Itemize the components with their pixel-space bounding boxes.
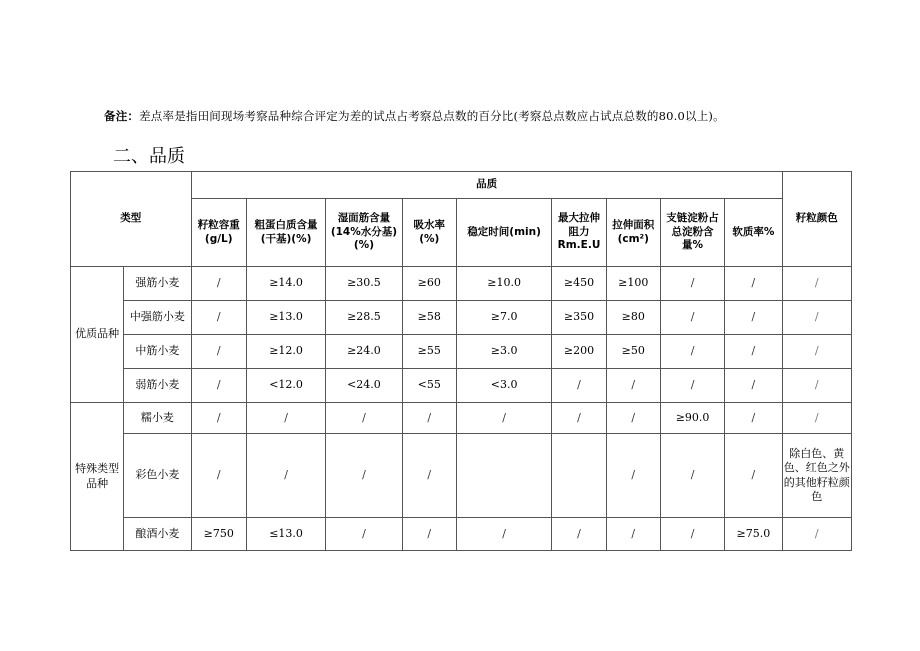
- header-row-1: [71, 172, 852, 199]
- table-cell: ≥28.5: [326, 301, 402, 335]
- table-cell: /: [191, 301, 246, 335]
- col-header: 支链淀粉占总淀粉含量%: [660, 199, 724, 267]
- table-cell: ≥200: [552, 335, 606, 369]
- table-cell: /: [660, 518, 724, 551]
- table-cell: <12.0: [246, 369, 325, 403]
- col-header: 吸水率(%): [402, 199, 456, 267]
- col-header: 籽粒容重(g/L): [191, 199, 246, 267]
- row-name: 弱筋小麦: [124, 369, 191, 403]
- table-cell: /: [552, 403, 606, 434]
- table-cell: /: [782, 267, 851, 301]
- table-cell: ≥58: [402, 301, 456, 335]
- table-cell: /: [660, 335, 724, 369]
- quality-header: 品质: [191, 172, 782, 199]
- table-cell: /: [660, 267, 724, 301]
- table-cell: [552, 434, 606, 518]
- row-name: 酿酒小麦: [124, 518, 191, 551]
- table-cell: /: [660, 434, 724, 518]
- table-cell: <55: [402, 369, 456, 403]
- footnote-text: 差点率是指田间现场考察品种综合评定为差的试点占考察总点数的百分比(考察总点数应占试点总数的80.0以上)。: [139, 109, 725, 123]
- table-cell: /: [246, 434, 325, 518]
- table-cell: /: [782, 403, 851, 434]
- type-header: 类型: [71, 172, 192, 267]
- table-cell: ≥90.0: [660, 403, 724, 434]
- table-cell: /: [606, 518, 660, 551]
- table-row: [71, 403, 852, 434]
- table-cell: /: [326, 518, 402, 551]
- table-cell: ≥30.5: [326, 267, 402, 301]
- row-name: 彩色小麦: [124, 434, 191, 518]
- table-cell: /: [552, 369, 606, 403]
- table-cell: /: [660, 369, 724, 403]
- table-cell: /: [606, 434, 660, 518]
- table-cell: /: [725, 267, 782, 301]
- footnote-label: 备注：: [104, 109, 140, 123]
- table-cell: /: [782, 335, 851, 369]
- table-cell: [456, 434, 551, 518]
- table-cell: ≥450: [552, 267, 606, 301]
- table-cell: /: [606, 369, 660, 403]
- table-cell: ≥24.0: [326, 335, 402, 369]
- table-row: [71, 369, 852, 403]
- table-cell: /: [402, 434, 456, 518]
- table-cell: /: [191, 403, 246, 434]
- group-label: 特殊类型品种: [71, 403, 124, 551]
- table-row: [71, 267, 852, 301]
- col-header: 最大拉伸阻力Rm.E.U: [552, 199, 606, 267]
- col-header: 拉伸面积(cm²): [606, 199, 660, 267]
- table-cell: ≥100: [606, 267, 660, 301]
- col-header: 软质率%: [725, 199, 782, 267]
- footnote: [104, 108, 725, 124]
- table-row: [71, 301, 852, 335]
- quality-table: [70, 171, 852, 551]
- table-cell: /: [725, 434, 782, 518]
- table-cell: /: [402, 403, 456, 434]
- table-cell: ≥3.0: [456, 335, 551, 369]
- table-cell: ≥12.0: [246, 335, 325, 369]
- row-name: 糯小麦: [124, 403, 191, 434]
- table-cell: ≥50: [606, 335, 660, 369]
- table-cell: /: [191, 335, 246, 369]
- table-cell: /: [782, 301, 851, 335]
- table-cell: ≤13.0: [246, 518, 325, 551]
- row-name: 中强筋小麦: [124, 301, 191, 335]
- table-cell: 除白色、黄色、红色之外的其他籽粒颜色: [782, 434, 851, 518]
- table-row: [71, 434, 852, 518]
- table-cell: ≥14.0: [246, 267, 325, 301]
- table-cell: <3.0: [456, 369, 551, 403]
- table-cell: ≥60: [402, 267, 456, 301]
- table-cell: /: [456, 403, 551, 434]
- table-cell: /: [782, 518, 851, 551]
- section-title: 二、品质: [113, 146, 185, 167]
- table-cell: /: [191, 434, 246, 518]
- table-cell: /: [552, 518, 606, 551]
- table-cell: ≥55: [402, 335, 456, 369]
- table-cell: /: [660, 301, 724, 335]
- table-cell: /: [725, 335, 782, 369]
- table-cell: /: [326, 434, 402, 518]
- table-cell: ≥80: [606, 301, 660, 335]
- table-cell: /: [725, 369, 782, 403]
- table-cell: ≥350: [552, 301, 606, 335]
- table-cell: /: [191, 267, 246, 301]
- table-cell: /: [402, 518, 456, 551]
- row-name: 中筋小麦: [124, 335, 191, 369]
- table-row: [71, 335, 852, 369]
- table-row: [71, 518, 852, 551]
- table-cell: ≥13.0: [246, 301, 325, 335]
- col-header: 粗蛋白质含量(干基)(%): [246, 199, 325, 267]
- table-cell: /: [326, 403, 402, 434]
- row-name: 强筋小麦: [124, 267, 191, 301]
- table-cell: /: [246, 403, 325, 434]
- col-header: 稳定时间(min): [456, 199, 551, 267]
- col-header: 湿面筋含量(14%水分基)(%): [326, 199, 402, 267]
- table-cell: /: [191, 369, 246, 403]
- table-cell: <24.0: [326, 369, 402, 403]
- table-cell: ≥75.0: [725, 518, 782, 551]
- table-cell: ≥750: [191, 518, 246, 551]
- table-cell: ≥7.0: [456, 301, 551, 335]
- table-cell: /: [606, 403, 660, 434]
- table-cell: /: [456, 518, 551, 551]
- table-cell: ≥10.0: [456, 267, 551, 301]
- group-label: 优质品种: [71, 267, 124, 403]
- table-cell: /: [725, 301, 782, 335]
- table-cell: /: [725, 403, 782, 434]
- table-cell: /: [782, 369, 851, 403]
- grain-color-header: 籽粒颜色: [782, 172, 851, 267]
